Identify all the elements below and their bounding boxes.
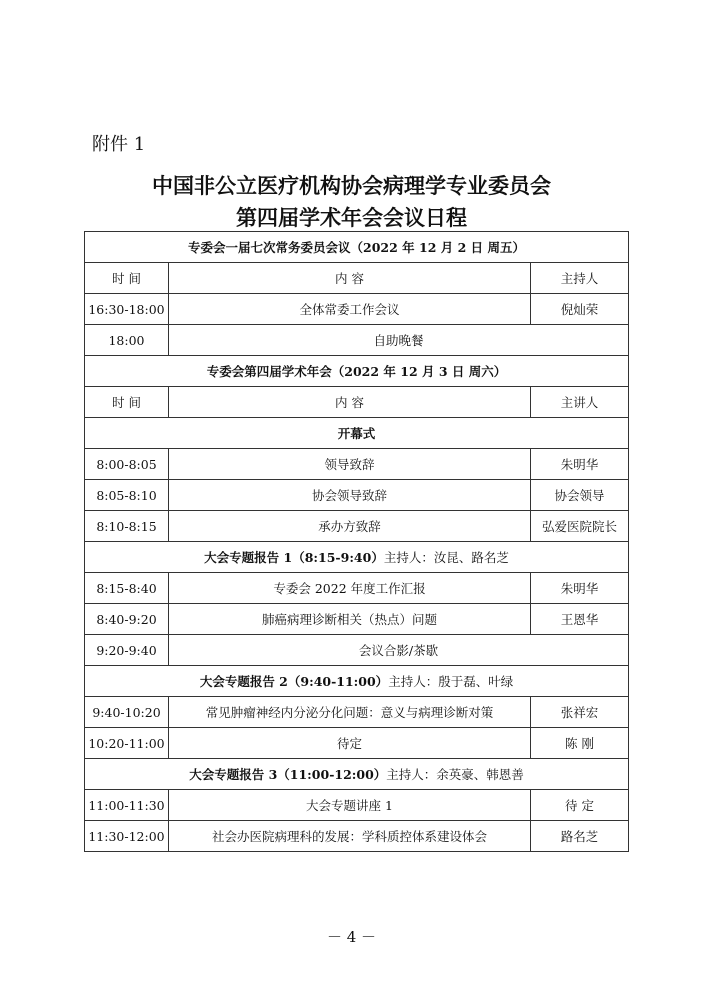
column-header-time: 时 间 [85,387,169,418]
table-row [85,325,629,356]
report2-hosts: 主持人：殷于磊、叶绿 [388,674,514,689]
opening-header: 开幕式 [85,418,629,449]
table-row [85,449,629,480]
content-cell: 肺癌病理诊断相关（热点）问题 [169,604,531,635]
report3-header [85,759,629,790]
report1-hosts: 主持人：汝昆、路名芝 [383,550,509,565]
time-cell: 9:40-10:20 [85,697,169,728]
time-cell: 8:15-8:40 [85,573,169,604]
content-cell: 承办方致辞 [169,511,531,542]
table-row [85,573,629,604]
content-cell: 常见肿瘤神经内分泌分化问题：意义与病理诊断对策 [169,697,531,728]
time-cell: 9:20-9:40 [85,635,169,666]
table-row [85,728,629,759]
section-header-row [85,356,629,387]
time-cell: 8:10-8:15 [85,511,169,542]
table-row [85,294,629,325]
column-header-content: 内 容 [169,263,531,294]
table-row [85,511,629,542]
document-title-line1: 中国非公立医疗机构协会病理学专业委员会 [152,174,551,198]
column-header-content: 内 容 [169,387,531,418]
content-cell: 会议合影/茶歇 [169,635,629,666]
speaker-cell: 弘爱医院院长 [531,511,629,542]
report3-title: 大会专题报告 3（11:00-12:00） [189,767,387,782]
page-number: － 4 － [326,928,377,946]
content-cell: 专委会 2022 年度工作汇报 [169,573,531,604]
content-cell: 社会办医院病理科的发展：学科质控体系建设体会 [169,821,531,852]
time-cell: 8:00-8:05 [85,449,169,480]
content-cell: 自助晚餐 [169,325,629,356]
speaker-cell: 协会领导 [531,480,629,511]
schedule-table [84,231,629,852]
speaker-cell: 朱明华 [531,573,629,604]
content-cell: 领导致辞 [169,449,531,480]
speaker-cell: 朱明华 [531,449,629,480]
content-cell: 待定 [169,728,531,759]
time-cell: 11:00-11:30 [85,790,169,821]
report2-header [85,666,629,697]
report3-hosts: 主持人：余英豪、韩恩善 [386,767,524,782]
column-header-time: 时 间 [85,263,169,294]
time-cell: 8:40-9:20 [85,604,169,635]
section-header-row [85,759,629,790]
time-cell: 11:30-12:00 [85,821,169,852]
time-cell: 16:30-18:00 [85,294,169,325]
table-row [85,697,629,728]
speaker-cell: 路名芝 [531,821,629,852]
column-header-speaker: 主讲人 [531,387,629,418]
table-row [85,480,629,511]
section-header-row [85,666,629,697]
column-header-host: 主持人 [531,263,629,294]
host-cell: 倪灿荣 [531,294,629,325]
table-row [85,790,629,821]
report1-header [85,542,629,573]
section-header-row [85,418,629,449]
speaker-cell: 张祥宏 [531,697,629,728]
content-cell: 大会专题讲座 1 [169,790,531,821]
attachment-label: 附件 1 [92,134,146,155]
section-header-row [85,542,629,573]
time-cell: 18:00 [85,325,169,356]
report2-title: 大会专题报告 2（9:40-11:00） [199,674,389,689]
column-header-row [85,387,629,418]
speaker-cell: 待 定 [531,790,629,821]
meeting2-header: 专委会第四届学术年会（2022 年 12 月 3 日 周六） [85,356,629,387]
content-cell: 协会领导致辞 [169,480,531,511]
table-row [85,635,629,666]
speaker-cell: 王恩华 [531,604,629,635]
report1-title: 大会专题报告 1（8:15-9:40） [204,550,384,565]
content-cell: 全体常委工作会议 [169,294,531,325]
time-cell: 8:05-8:10 [85,480,169,511]
speaker-cell: 陈 刚 [531,728,629,759]
document-title-line2: 第四届学术年会会议日程 [236,206,467,230]
section-header-row [85,232,629,263]
meeting1-header: 专委会一届七次常务委员会议（2022 年 12 月 2 日 周五） [85,232,629,263]
table-row [85,821,629,852]
time-cell: 10:20-11:00 [85,728,169,759]
table-row [85,604,629,635]
column-header-row [85,263,629,294]
